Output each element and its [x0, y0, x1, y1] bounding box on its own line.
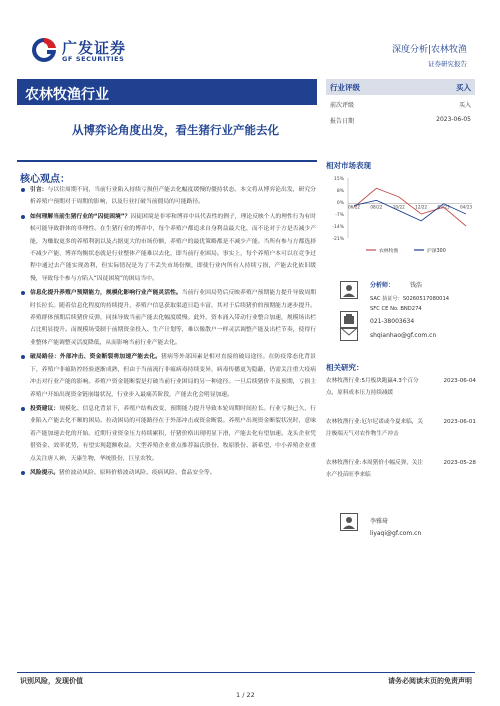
analyst-sac: SAC 执证号：S0260517080014 [370, 296, 450, 302]
page-number: 1 / 22 [236, 691, 255, 699]
x-tick-label: 10/22 [392, 204, 405, 210]
divider [17, 160, 317, 162]
analyst-email[interactable]: shqianhao@gf.com.cn [370, 332, 437, 339]
bullet-text: 猪价波动风险、原料价格波动风险、疫病风险、食品安全等。 [59, 469, 216, 476]
rating-box [326, 79, 475, 157]
related-item[interactable] [326, 458, 476, 481]
related-title: 农林牧渔行业:5月板块跑赢4.3个百分点，原料成本压力持续减缓 [326, 378, 419, 396]
x-tick-label: 06/22 [347, 204, 361, 210]
chart-title: 相对市场表现 [326, 161, 371, 170]
related-item[interactable] [326, 417, 476, 440]
core-bullet [20, 211, 316, 285]
related-heading: 相关研究： [326, 363, 364, 372]
bullet-text: 当前行业因局势后反映养殖户预期能力提升导致周期时长拉长。随着信息化程度的持续提升，养殖户信息获取渠道日趋丰富，其对于后续猪价的预期能力逐步提升。养殖群体预期后续猪价反弹，同抹导致当前产能去化幅度缓慢。此外，资本涌入带动行业整合加速，规模场出栏占比明显提升。而规模场受制于前期资金投入、生产计划等，难以像散户一样灵活调整产能及出栏节奏，使得行业整体产能调整灵活度降低，从而影响当前行业产能去化。 [30, 290, 316, 346]
rating-row-label: 报告日期 [330, 118, 355, 125]
relative-performance-chart [326, 160, 476, 265]
report-subtype: 证券研究报告 [428, 60, 467, 68]
page-header [0, 0, 500, 72]
core-bullets [20, 184, 316, 481]
legend-label: 沪深300 [427, 249, 446, 254]
core-bullet [20, 467, 316, 479]
bullet-lead: 破局路径：外部冲击、资金断裂将加速产能去化。 [30, 354, 162, 361]
bullet-text: 囚徒困境是非零和博弈中具代表性的例子，理论反映个人的理性行为有时候可能导致群体的非理性。在生猪行业的博弈中，每个养殖户都追求自身利益最大化，而不论对于方是否减少产能，为赚取更多的养殖利润以及占据更大的市场份额，养殖户的最优策略都是不减少产能。当所有参与方都选择不减少产能，博弈均衡状态就是行业整体产能难以去化，即当前行业困局。事实上，每个养殖户本可以在竞争过程中通过去产能实现盈利，但实际情况是为了不丢失市场份额，即使行业内所有人持续亏损，产能去化依旧缓慢，导致每个参与方陷入“囚徒困境”的困局当中。 [30, 213, 316, 282]
report-type: 深度分析|农林牧渔 [391, 45, 467, 55]
industry-title-band [17, 79, 317, 105]
related-title: 农林牧渔行业:本周猪价小幅反弹，关注水产投苗旺季来临 [326, 460, 423, 478]
series-line [354, 200, 466, 221]
core-bullet [20, 351, 316, 401]
rating-row-value: 买入 [458, 102, 471, 109]
contact-email[interactable]: liyaqi@gf.com.cn [370, 530, 422, 537]
bullet-text: 规模化、信息化背景下，养殖户结构改变，预期能力提升导致本轮周期时间拉长。行业亏损已久，行业陷入产能去化不顺的困局。拉动困局的可能路径在于外部冲击或资金断裂。养殖户出现资金断裂状况时，意味着产能加速去化的开始。近期行业资金压力持续累积，仔猪价格出现明显下滑，产能去化有望加速。龙头企业凭借资金、效率优势，有望实现超额收益。大型养殖企业重点推荐温氏股份、牧原股份、新希望、中小养殖企业重点关注唐人神，天康生物，华统股份，巨星农牧。 [30, 405, 316, 462]
industry-title: 农林牧渔行业 [25, 87, 109, 103]
y-tick-label: 15% [333, 177, 344, 182]
core-bullet [20, 287, 316, 349]
related-date: 2023-05-28 [443, 460, 476, 466]
related-title: 农林牧渔行业:厄尔尼诺或今夏来临，关注极端天气对农作物生产冲击 [326, 419, 423, 437]
report-headline: 从博弈论角度出发，看生猪行业产能去化 [72, 123, 279, 137]
related-date: 2023-06-04 [443, 378, 476, 384]
rating-label: 行业评级 [330, 83, 360, 92]
bullet-lead: 信息化提升养殖户预期能力，规模化影响行业产能灵活性。 [30, 290, 182, 297]
related-date: 2023-06-01 [443, 419, 476, 425]
bullet-text: 与以往周期不同，当前行业陷入持续亏损但产能去化幅度缓慢的僵持状态。本文将从博弈论出发，研究分析养殖户预期对于周期的影响，以及行业打破当前僵局的可能路径。 [30, 187, 316, 206]
mail-icon [340, 327, 358, 341]
x-tick-label: 08/22 [370, 204, 383, 210]
footer-disclaimer: 请务必阅读末页的免责声明 [388, 677, 472, 685]
core-bullet [20, 184, 316, 209]
analyst-sfc: SFC CE No. BND274 [370, 306, 422, 312]
rating-value: 买入 [456, 83, 471, 92]
bullet-lead: 风险提示。 [30, 469, 59, 476]
contact-name: 李雅琦 [370, 518, 389, 525]
rating-row-label: 前次评级 [330, 102, 355, 109]
rating-header [326, 79, 475, 95]
bullet-text: 猪病等外部因素是相对直接的破局途径。在防疫常态化背景下，养殖户非瘟防控经验逐渐成熟，但由于当前流行非瘟病毒持续变异，病毒传播更为隐蔽，仍需关注重大疫病冲击对行业产能的影响。养殖户资金链断裂是打破当前行业困局的另一种途径。一旦后续猪价不及预期，亏损主养殖户开始出现资金链崩塌状况，行业步入最痛苦阶段，产能去化会明显加速。 [30, 354, 316, 398]
analyst-card [326, 275, 476, 345]
y-tick-label: 8% [336, 189, 344, 194]
y-tick-label: -21% [332, 237, 344, 242]
bullet-lead: 引言： [30, 187, 48, 193]
logo-text: 广发证券 [62, 39, 127, 57]
footer-divider [17, 672, 475, 673]
x-tick-label: 02/23 [437, 204, 450, 210]
y-tick-label: -7% [335, 213, 344, 218]
core-heading: 核心观点： [20, 174, 70, 185]
legend-label: 农林牧渔 [379, 249, 399, 254]
x-tick-label: 04/23 [459, 204, 473, 210]
logo-english: GF SECURITIES [62, 55, 125, 63]
contact-card [326, 513, 476, 543]
bullet-lead: 如何理解当前生猪行业的“囚徒困境”？ [30, 213, 131, 220]
bullet-lead: 投资建议： [30, 405, 60, 412]
y-tick-label: 0% [336, 201, 344, 206]
person-icon [340, 281, 358, 299]
x-tick-label: 12/22 [415, 204, 428, 210]
person-icon [340, 513, 358, 531]
gf-logo-icon [30, 36, 58, 64]
core-bullet [20, 403, 316, 465]
analyst-label: 分析师： [370, 282, 395, 289]
footer-slogan: 识别风险，发现价值 [20, 677, 83, 685]
analyst-name: 钱浩 [410, 282, 423, 289]
related-item[interactable] [326, 376, 476, 399]
y-tick-label: -14% [332, 225, 344, 230]
analyst-phone: 021-38003634 [370, 318, 415, 325]
rating-row-value: 2023-06-05 [436, 116, 471, 123]
